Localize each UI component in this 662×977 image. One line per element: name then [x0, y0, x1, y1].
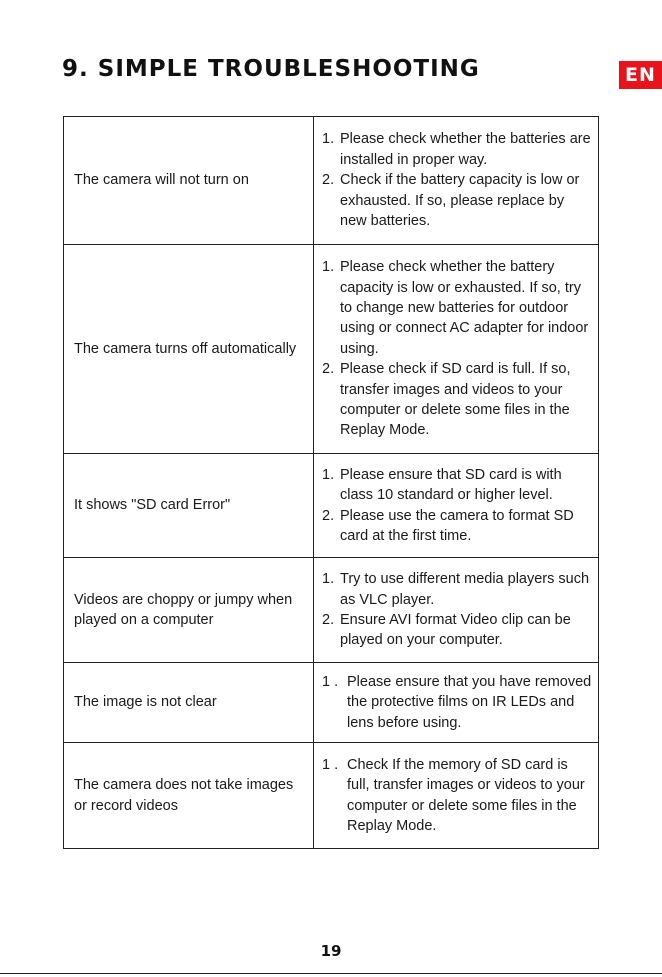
solution-list: [322, 672, 594, 733]
solution-number: 2.: [322, 507, 335, 524]
solution-item: [322, 257, 594, 359]
solution-text: Check If the memory of SD card is full, transfer images or videos to your computer or delete some files in the Replay Mode.: [347, 756, 585, 834]
solution-number: 2.: [322, 612, 335, 628]
solution-list: [322, 569, 594, 651]
table-row: [64, 558, 599, 663]
page-title: 9. SIMPLE TROUBLESHOOTING: [62, 56, 480, 82]
solution-list: [322, 129, 594, 231]
solution-item: [322, 569, 594, 610]
solution-list: [322, 755, 594, 837]
solution-text: Please check whether the batteries are installed in proper way.: [340, 131, 591, 168]
solution-text: Try to use different media players such as VLC player.: [340, 571, 590, 608]
solution-item: [322, 170, 594, 231]
table-row: [64, 663, 599, 743]
footer-divider: [0, 973, 662, 974]
solution-item: [322, 129, 594, 170]
table-row: [64, 743, 599, 849]
solution-text: Ensure AVI format Video clip can be played on your computer.: [340, 612, 571, 649]
problem-cell: Videos are choppy or jumpy when played on a computer: [64, 558, 314, 663]
solution-cell: [314, 454, 599, 558]
solution-number: 1.: [322, 466, 335, 483]
page-number: 19: [320, 942, 342, 960]
solution-number: 2.: [322, 172, 335, 189]
solution-item: [322, 506, 594, 547]
solution-text: Please check whether the battery capacity is low or exhausted. If so, try to change new batteries for outdoor using or connect AC adapter for indoor using.: [340, 259, 589, 357]
problem-cell: The camera will not turn on: [64, 117, 314, 245]
solution-text: Please check if SD card is full. If so, transfer images and videos to your computer or delete some files in the Replay Mode.: [340, 361, 571, 439]
table-row: [64, 245, 599, 454]
solution-cell: [314, 245, 599, 454]
solution-number: 2.: [322, 361, 335, 378]
solution-list: [322, 465, 594, 547]
solution-text: Please ensure that you have removed the protective films on IR LEDs and lens before using.: [347, 673, 592, 731]
solution-item: [322, 359, 594, 441]
troubleshooting-table: [63, 116, 599, 849]
problem-cell: The image is not clear: [64, 663, 314, 743]
solution-cell: [314, 558, 599, 663]
table-row: [64, 454, 599, 558]
table-row: [64, 117, 599, 245]
language-badge: EN: [619, 61, 662, 89]
solution-item: [322, 672, 594, 733]
solution-text: Please ensure that SD card is with class 10 standard or higher level.: [340, 466, 562, 504]
solution-cell: [314, 663, 599, 743]
solution-text: Check if the battery capacity is low or exhausted. If so, please replace by new batteries.: [340, 172, 580, 230]
solution-cell: [314, 743, 599, 849]
problem-cell: It shows "SD card Error": [64, 454, 314, 558]
solution-number: 1.: [322, 259, 335, 276]
solution-number: 1.: [322, 571, 335, 588]
solution-number: 1.: [322, 131, 335, 148]
solution-text: Please use the camera to format SD card at the first time.: [340, 507, 574, 544]
solution-item: [322, 610, 594, 651]
problem-cell: The camera does not take images or record videos: [64, 743, 314, 849]
solution-item: [322, 465, 594, 506]
solution-item: [322, 755, 594, 837]
solution-number: 1 .: [322, 756, 339, 773]
solution-list: [322, 257, 594, 441]
solution-number: 1 .: [322, 673, 339, 690]
problem-cell: The camera turns off automatically: [64, 245, 314, 454]
solution-cell: [314, 117, 599, 245]
